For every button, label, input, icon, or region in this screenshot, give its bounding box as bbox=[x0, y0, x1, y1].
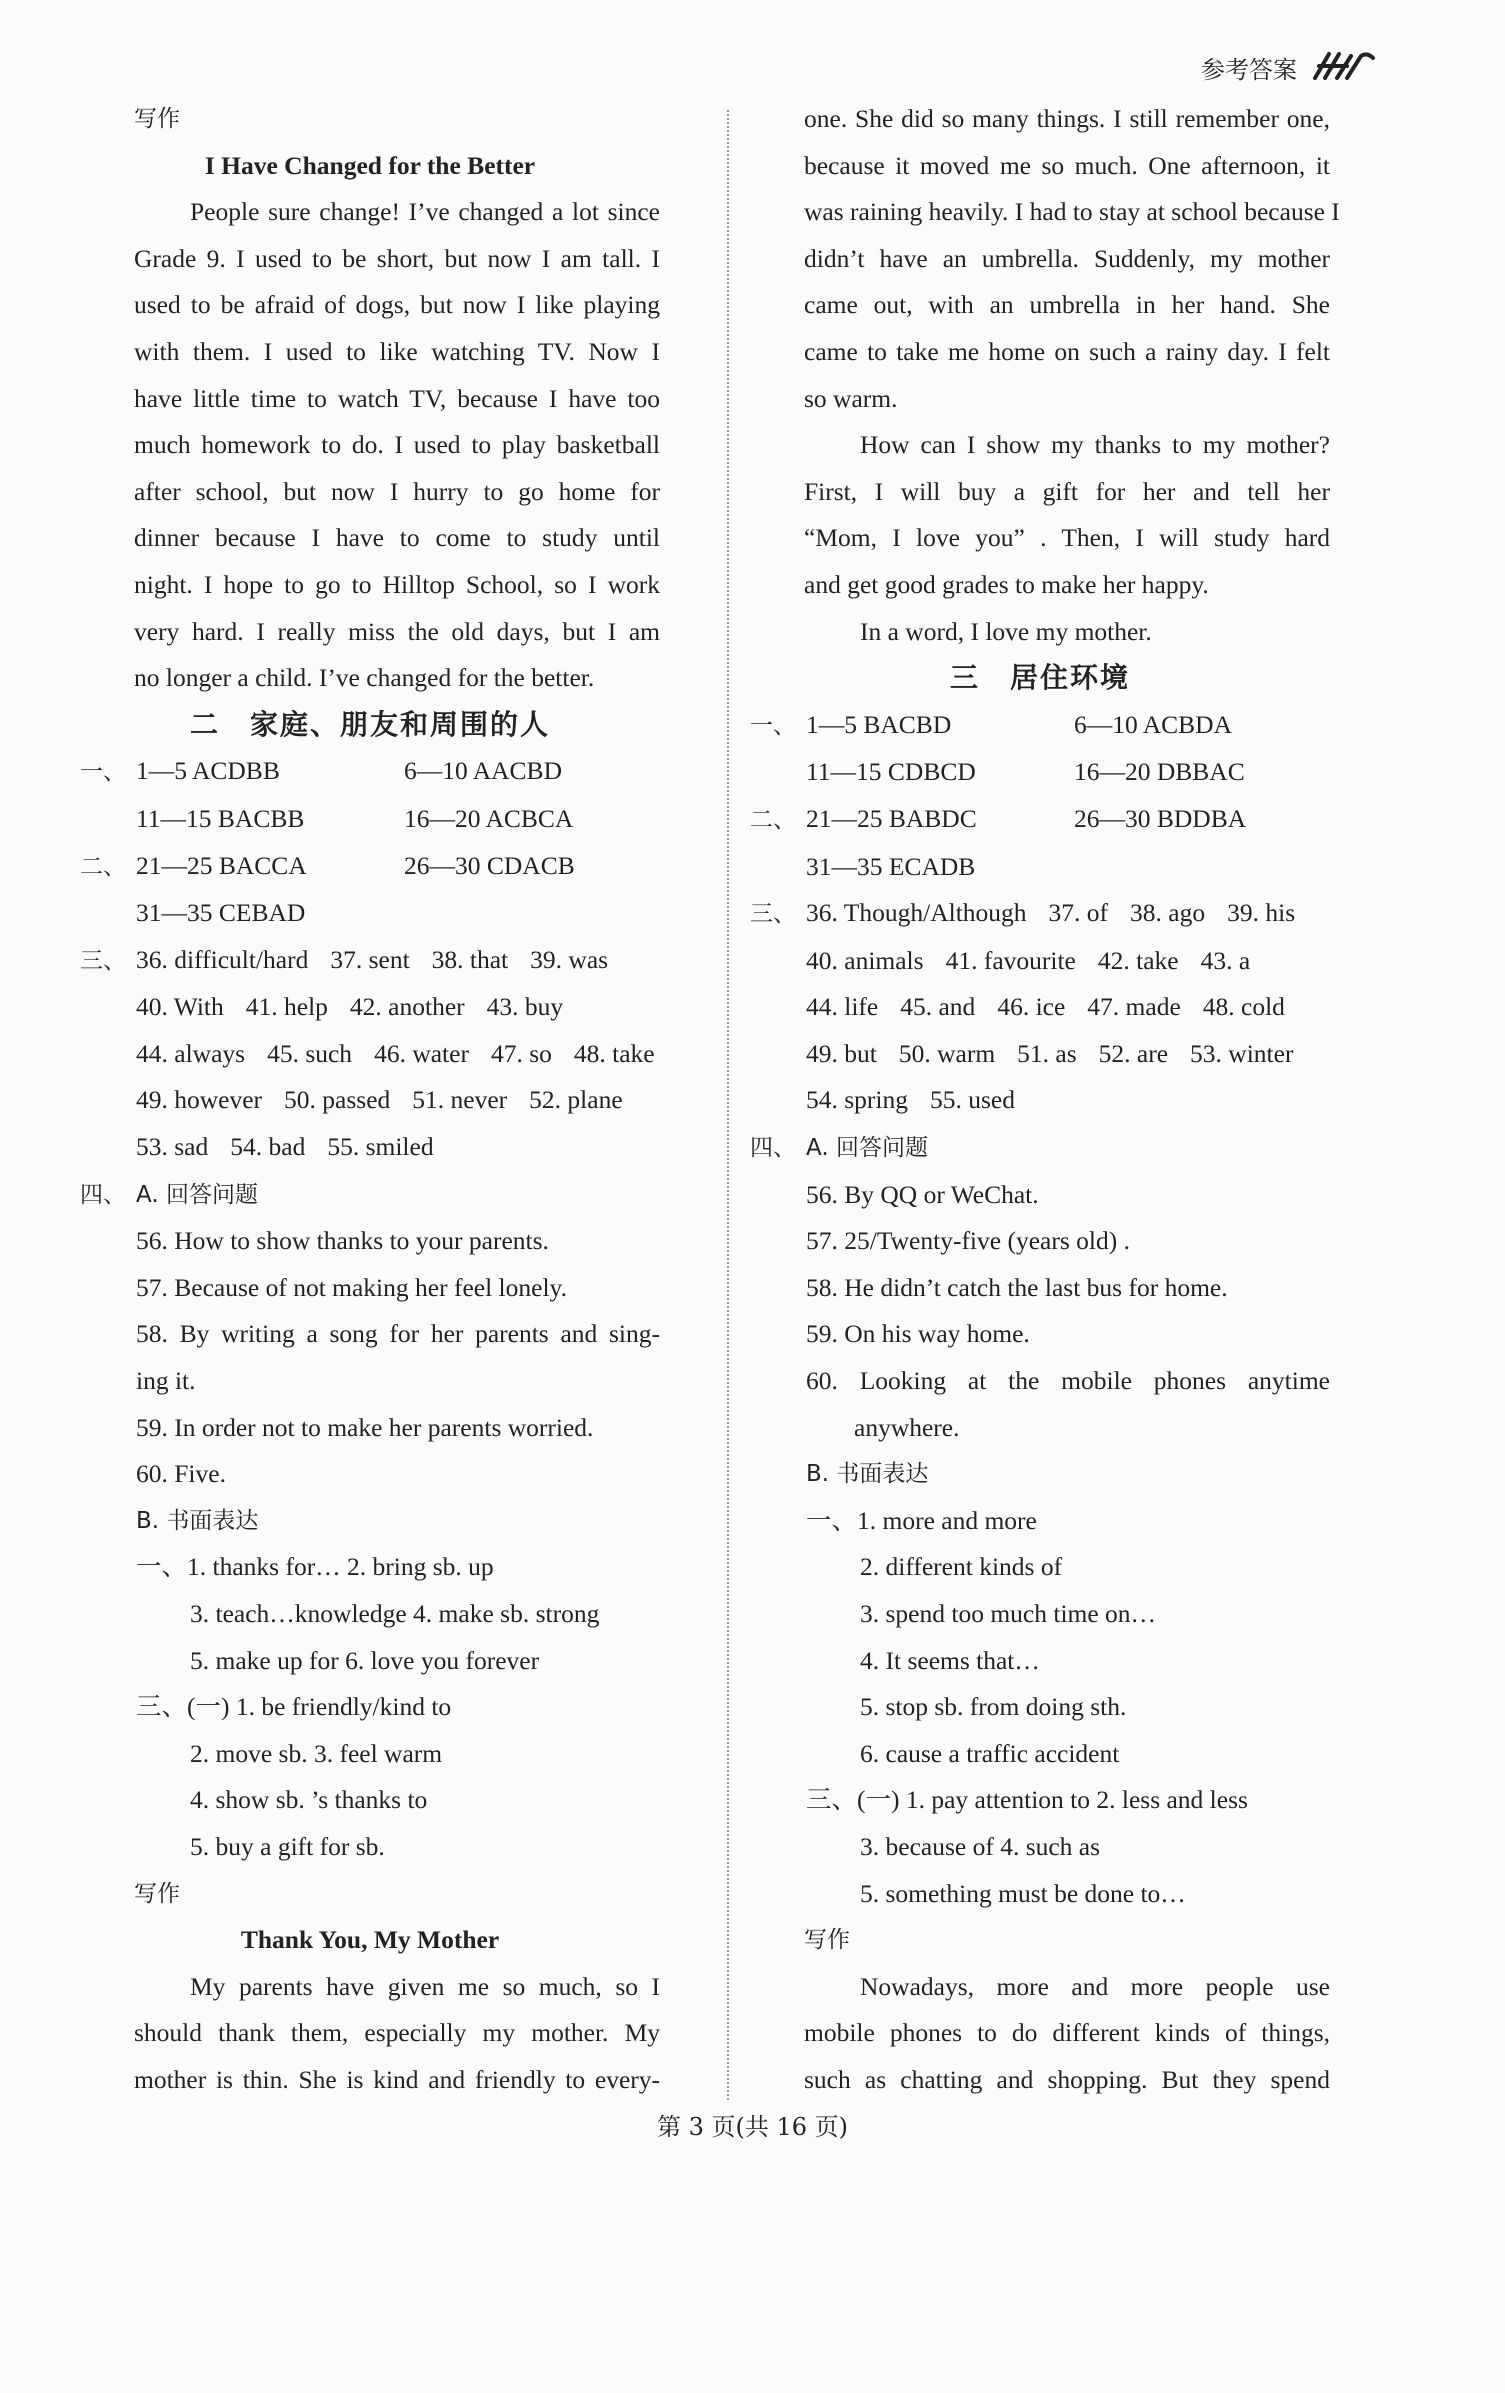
answer-item: 48. take bbox=[573, 1038, 655, 1068]
answer-line: 三、(一) 1. be friendly/kind to bbox=[136, 1692, 452, 1722]
answer-row bbox=[80, 796, 660, 843]
essay-line: came out, with an umbrella in her hand. She bbox=[804, 290, 1330, 320]
answer-item: 42. another bbox=[349, 992, 465, 1022]
answer-line: 56. By QQ or WeChat. bbox=[806, 1179, 1039, 1209]
answer-item: 47. made bbox=[1087, 992, 1181, 1022]
essay-line: should thank them, especially my mother. My bbox=[134, 2018, 660, 2048]
answer-row bbox=[750, 844, 1330, 891]
answer-item: 53. sad bbox=[136, 1132, 209, 1162]
answer-item: 48. cold bbox=[1202, 992, 1285, 1022]
answer-item: 39. his bbox=[1227, 898, 1296, 928]
section-marker: 一、 bbox=[80, 759, 126, 786]
answer-row bbox=[80, 1077, 660, 1124]
section-marker: 二、 bbox=[750, 806, 796, 833]
essay-line: used to be afraid of dogs, but now I like playing bbox=[134, 290, 660, 320]
answer-item: 38. ago bbox=[1130, 898, 1206, 928]
section-marker: 三、 bbox=[750, 901, 796, 928]
answer-line: 6. cause a traffic accident bbox=[860, 1738, 1120, 1768]
answer-item: 55. used bbox=[930, 1085, 1015, 1115]
answer-row bbox=[750, 796, 1330, 844]
essay-line: much homework to do. I used to play basketball bbox=[134, 430, 660, 460]
essay-line: My parents have given me so much, so I bbox=[190, 1971, 660, 2001]
answer-item: 46. water bbox=[374, 1038, 469, 1068]
essay-line: In a word, I love my mother. bbox=[860, 616, 1152, 646]
answer-item: 52. plane bbox=[529, 1085, 623, 1115]
writing-label: 写作 bbox=[134, 1880, 180, 1907]
answer-row bbox=[750, 1124, 1330, 1172]
essay-line: because it moved me so much. One afternoon, it bbox=[804, 150, 1330, 180]
answer-item: 47. so bbox=[490, 1038, 552, 1068]
answer-item: 1—5 ACDBB bbox=[136, 756, 280, 786]
subsection-label: B. 书面表达 bbox=[806, 1461, 929, 1488]
essay-line: have little time to watch TV, because I have too bbox=[134, 383, 660, 413]
answer-line: anywhere. bbox=[854, 1412, 960, 1442]
essay-line: one. She did so many things. I still remember one, bbox=[804, 104, 1330, 133]
essay-line: First, I will buy a gift for her and tell her bbox=[804, 476, 1330, 506]
essay-line: such as chatting and shopping. But they spend bbox=[804, 2064, 1330, 2094]
answer-item: 45. and bbox=[900, 992, 976, 1022]
essay-line: Nowadays, more and more people use bbox=[860, 1971, 1330, 2001]
answer-item: 36. difficult/hard bbox=[136, 944, 309, 974]
answer-item: 16—20 ACBCA bbox=[404, 803, 574, 833]
answer-item: 6—10 AACBD bbox=[404, 756, 562, 786]
answer-line: 5. stop sb. from doing sth. bbox=[860, 1692, 1127, 1722]
answer-row bbox=[750, 1077, 1330, 1124]
essay-line: so warm. bbox=[804, 383, 898, 413]
answer-line: 57. 25/Twenty-five (years old) . bbox=[806, 1226, 1130, 1256]
answer-item: 55. smiled bbox=[327, 1132, 434, 1162]
answer-item: 49. but bbox=[806, 1038, 877, 1068]
answer-item: 54. bad bbox=[230, 1132, 306, 1162]
answer-line: 60. Looking at the mobile phones anytime bbox=[806, 1366, 1330, 1396]
answer-line: 57. Because of not making her feel lonely. bbox=[136, 1272, 567, 1302]
column-divider bbox=[727, 110, 729, 2100]
answer-item: 43. a bbox=[1200, 945, 1251, 975]
answer-item: 49. however bbox=[136, 1085, 263, 1115]
section-marker: 四、 bbox=[80, 1181, 126, 1208]
answer-item: 37. of bbox=[1048, 898, 1109, 928]
answer-line: 2. different kinds of bbox=[860, 1552, 1063, 1582]
answer-line: 58. By writing a song for her parents and sing- bbox=[136, 1319, 660, 1349]
answer-line: 58. He didn’t catch the last bus for home. bbox=[806, 1272, 1228, 1302]
section-marker: 四、 bbox=[750, 1135, 796, 1162]
answer-line: 三、(一) 1. pay attention to 2. less and less bbox=[806, 1785, 1248, 1815]
unit-title: 三 居住环境 bbox=[949, 661, 1130, 695]
answer-item: 21—25 BACCA bbox=[136, 850, 307, 880]
answer-item: 41. favourite bbox=[945, 945, 1076, 975]
answer-line: 5. buy a gift for sb. bbox=[190, 1831, 385, 1861]
answer-row bbox=[80, 748, 660, 796]
answer-item: 16—20 DBBAC bbox=[1074, 757, 1245, 787]
answer-item: 51. never bbox=[412, 1085, 508, 1115]
answer-row bbox=[80, 843, 660, 891]
publisher-logo-icon bbox=[1307, 48, 1377, 86]
answer-line: 2. move sb. 3. feel warm bbox=[190, 1738, 443, 1768]
answer-item: 11—15 BACBB bbox=[136, 803, 305, 833]
answer-line: 4. show sb. ’s thanks to bbox=[190, 1785, 428, 1815]
answer-item: 6—10 ACBDA bbox=[1074, 709, 1232, 739]
answer-item: 1—5 BACBD bbox=[806, 709, 952, 739]
section-marker: 一、 bbox=[750, 712, 796, 739]
answer-item: 51. as bbox=[1017, 1038, 1077, 1068]
answer-item: 44. life bbox=[806, 992, 879, 1022]
answer-row bbox=[750, 938, 1330, 985]
header-text: 参考答案 bbox=[1201, 55, 1297, 84]
answer-item: 41. help bbox=[245, 992, 328, 1022]
essay-line: night. I hope to go to Hilltop School, so I work bbox=[134, 569, 660, 599]
answer-item: 26—30 CDACB bbox=[404, 850, 575, 880]
answer-line: 3. teach…knowledge 4. make sb. strong bbox=[190, 1599, 600, 1628]
answer-item: 37. sent bbox=[330, 944, 410, 974]
answer-item: 50. warm bbox=[898, 1038, 996, 1068]
answer-item: 46. ice bbox=[997, 992, 1066, 1022]
answer-row bbox=[80, 937, 660, 985]
answer-line: 3. spend too much time on… bbox=[860, 1599, 1157, 1628]
answer-item: 26—30 BDDBA bbox=[1074, 803, 1247, 833]
answer-line: 3. because of 4. such as bbox=[860, 1831, 1101, 1861]
essay-line: People sure change! I’ve changed a lot since bbox=[190, 197, 660, 227]
answer-line: 一、1. thanks for… 2. bring sb. up bbox=[136, 1552, 494, 1582]
essay-line: was raining heavily. I had to stay at school because I bbox=[804, 197, 1340, 227]
answer-item: 38. that bbox=[431, 944, 509, 974]
subsection-label: B. 书面表达 bbox=[136, 1507, 259, 1534]
answer-row bbox=[750, 890, 1330, 938]
essay-line: and get good grades to make her happy. bbox=[804, 569, 1209, 599]
answer-item: 31—35 ECADB bbox=[806, 851, 976, 881]
essay-line: very hard. I really miss the old days, but I am bbox=[134, 616, 660, 646]
essay-line: mobile phones to do different kinds of things, bbox=[804, 2018, 1330, 2048]
answer-item: 52. are bbox=[1098, 1038, 1169, 1068]
answer-row bbox=[80, 1031, 660, 1078]
answer-line: 59. In order not to make her parents worried. bbox=[136, 1412, 594, 1442]
right-column bbox=[750, 96, 1340, 2104]
essay-line: didn’t have an umbrella. Suddenly, my mother bbox=[804, 243, 1330, 273]
answer-row bbox=[750, 702, 1330, 750]
answer-line: 一、1. more and more bbox=[806, 1505, 1037, 1535]
essay-line: dinner because I have to come to study until bbox=[134, 523, 660, 553]
answer-line: 4. It seems that… bbox=[860, 1645, 1040, 1675]
section-marker: 三、 bbox=[80, 947, 126, 974]
page-header bbox=[1201, 48, 1377, 86]
writing-label: 写作 bbox=[804, 1927, 850, 1954]
essay-body bbox=[750, 96, 1340, 655]
answer-item: 53. winter bbox=[1190, 1038, 1294, 1068]
answer-row bbox=[80, 890, 660, 937]
answer-line: 60. Five. bbox=[136, 1459, 226, 1489]
section-marker: 二、 bbox=[80, 853, 126, 880]
answer-item: 40. With bbox=[136, 992, 224, 1022]
essay-body bbox=[750, 1964, 1330, 2104]
answer-item: 36. Though/Although bbox=[806, 898, 1027, 928]
answer-row bbox=[80, 1124, 660, 1171]
essay-line: “Mom, I love you” . Then, I will study hard bbox=[804, 523, 1330, 553]
essay-line: no longer a child. I’ve changed for the better. bbox=[134, 663, 595, 693]
answer-item: 21—25 BABDC bbox=[806, 803, 977, 833]
answer-line: 59. On his way home. bbox=[806, 1319, 1030, 1349]
answer-row bbox=[750, 984, 1330, 1031]
answer-item: 44. always bbox=[136, 1038, 246, 1068]
answer-line: ing it. bbox=[136, 1366, 196, 1396]
answer-row bbox=[80, 1171, 660, 1219]
essay-line: after school, but now I hurry to go home for bbox=[134, 476, 660, 506]
essay-title: Thank You, My Mother bbox=[240, 1925, 500, 1955]
subsection-label: A. 回答问题 bbox=[806, 1135, 928, 1162]
answer-item: 43. buy bbox=[486, 992, 564, 1022]
essay-line: came to take me home on such a rainy day. I felt bbox=[804, 336, 1330, 366]
essay-line: How can I show my thanks to my mother? bbox=[860, 430, 1330, 460]
answer-row bbox=[750, 1031, 1330, 1078]
answer-line: 5. something must be done to… bbox=[860, 1878, 1186, 1908]
essay-body bbox=[80, 189, 660, 702]
essay-line: with them. I used to like watching TV. Now I bbox=[134, 336, 660, 366]
subsection-label: A. 回答问题 bbox=[136, 1181, 258, 1208]
page-number: 第 3 页(共 16 页) bbox=[656, 2113, 849, 2141]
essay-line: mother is thin. She is kind and friendly to every- bbox=[134, 2064, 660, 2094]
answer-item: 50. passed bbox=[284, 1085, 391, 1115]
answer-row bbox=[80, 984, 660, 1031]
unit-title: 二 家庭、朋友和周围的人 bbox=[189, 707, 550, 741]
answer-item: 39. was bbox=[530, 944, 609, 974]
essay-title: I Have Changed for the Better bbox=[204, 150, 536, 180]
answer-line: 56. How to show thanks to your parents. bbox=[136, 1226, 549, 1256]
answer-item: 45. such bbox=[267, 1038, 353, 1068]
essay-body bbox=[80, 1964, 660, 2104]
answer-item: 54. spring bbox=[806, 1085, 908, 1115]
answer-item: 42. take bbox=[1097, 945, 1179, 975]
essay-line: Grade 9. I used to be short, but now I am tall. I bbox=[134, 243, 660, 273]
answer-row bbox=[750, 749, 1330, 796]
answer-line: 5. make up for 6. love you forever bbox=[190, 1645, 540, 1675]
writing-label: 写作 bbox=[134, 106, 180, 132]
answer-item: 31—35 CEBAD bbox=[136, 898, 306, 928]
left-column bbox=[80, 96, 660, 2104]
answer-item: 40. animals bbox=[806, 945, 924, 975]
answer-item: 11—15 CDBCD bbox=[806, 757, 976, 787]
